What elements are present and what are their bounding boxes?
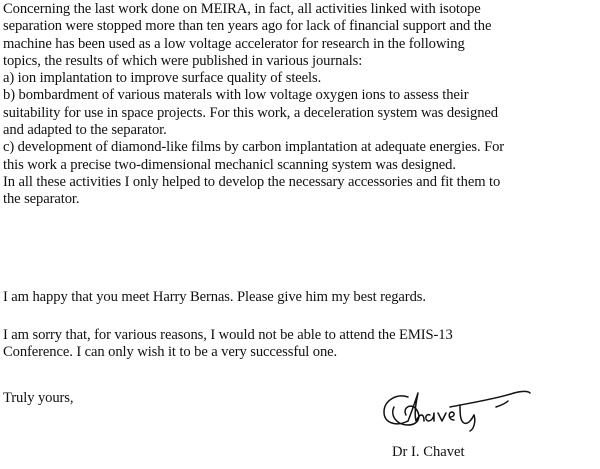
- text-line: I am sorry that, for various reasons, I would not be able to attend the EMIS-13: [3, 327, 453, 343]
- text-line: separation were stopped more than ten years ago for lack of financial support and the: [3, 18, 492, 35]
- text-line: topics, the results of which were published in various journals:: [3, 52, 363, 69]
- text-line: suitability for use in space projects. For this work, a deceleration system was designed: [3, 104, 498, 121]
- paragraph-conference: [3, 327, 453, 362]
- text-line: a) ion implantation to improve surface quality of steels.: [3, 70, 322, 87]
- text-line: Concerning the last work done on MEIRA, in fact, all activities linked with isotope: [3, 1, 481, 17]
- text-line: Truly yours,: [3, 390, 74, 406]
- closing: [3, 390, 73, 407]
- text-line: the separator.: [3, 191, 80, 208]
- handwritten-signature: [378, 385, 533, 433]
- text-line: I am happy that you meet Harry Bernas. Please give him my best regards.: [3, 289, 426, 305]
- paragraph-regards: [3, 289, 426, 306]
- text-line: machine has been used as a low voltage accelerator for research in the following: [3, 35, 465, 52]
- text-line: this work a precise two-dimensional mechanicl scanning system was designed.: [3, 156, 456, 173]
- signer-name: Dr I. Chavet: [392, 444, 465, 460]
- text-line: In all these activities I only helped to develop the necessary accessories and fit them to: [3, 173, 501, 190]
- text-line: Conference. I can only wish it to be a very successful one.: [3, 344, 338, 361]
- text-line: and adapted to the separator.: [3, 122, 167, 139]
- paragraph-meira-work: [3, 1, 504, 209]
- text-line: c) development of diamond-like films by carbon implantation at adequate energies. For: [3, 139, 505, 156]
- text-line: b) bombardment of various materals with low voltage oxygen ions to assess their: [3, 87, 469, 104]
